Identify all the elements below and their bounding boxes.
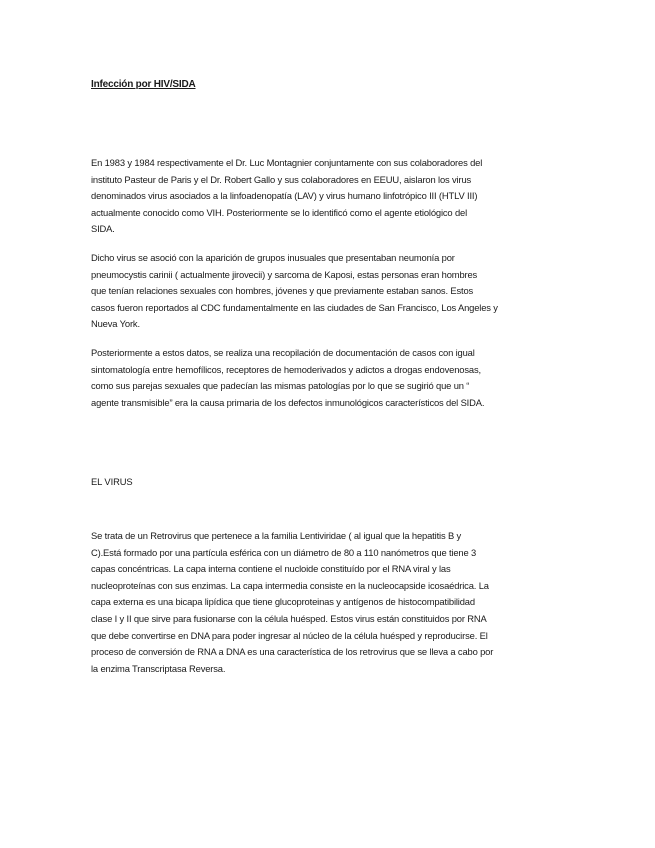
paragraph-line: En 1983 y 1984 respectivamente el Dr. Luc Montagnier conjuntamente con sus colaboradores del — [91, 157, 483, 168]
paragraph-line: como sus parejas sexuales que padecían las mismas patologías por lo que se sugirió que un “ — [91, 380, 470, 392]
section-heading-virus: EL VIRUS — [91, 476, 133, 487]
paragraph-line: que tenían relaciones sexuales con hombres, jóvenes y que previamente estaban sanos. Estos — [91, 285, 474, 297]
paragraph-line: Nueva York. — [91, 318, 140, 330]
paragraph-line: que debe convertirse en DNA para poder ingresar al núcleo de la célula huésped y reproducirse. El — [91, 629, 488, 641]
paragraph-line: SIDA. — [91, 223, 115, 235]
paragraph-line: capas concéntricas. La capa interna contiene el nucloide constituído por el RNA viral y las — [91, 563, 451, 575]
paragraph-transmissible-agent — [91, 345, 583, 411]
paragraph-line: sintomatología entre hemofílicos, receptores de hemoderivados y adictos a drogas endovenosas, — [91, 363, 481, 375]
paragraph-line: pneumocystis carinii ( actualmente jirovecii) y sarcoma de Kaposi, estas personas eran hombres — [91, 268, 478, 280]
paragraph-line: capa externa es una bicapa lipídica que tiene glucoproteinas y antígenos de histocompatibilidad — [91, 596, 475, 608]
paragraph-line: actualmente conocido como VIH. Posteriormente se lo identificó como el agente etiológico del — [91, 206, 468, 218]
paragraph-line: nucleoproteínas con sus enzimas. La capa intermedia consiste en la nucleocapside icosaédrica. La — [91, 579, 489, 591]
paragraph-line: Dicho virus se asoció con la aparición de grupos inusuales que presentaban neumonía por — [91, 252, 455, 263]
paragraph-line: casos fueron reportados al CDC fundamentalmente en las ciudades de San Francisco, Los Angeles y — [91, 301, 498, 313]
paragraph-line: la enzima Transcriptasa Reversa. — [91, 662, 226, 674]
document-title: Infección por HIV/SIDA — [91, 79, 196, 90]
paragraph-line: clase I y II que sirve para fusionarse con la célula huésped. Estos virus están constituidos por RNA — [91, 612, 487, 624]
paragraph-early-cases — [91, 250, 583, 333]
paragraph-line: Se trata de un Retrovirus que pertenece a la familia Lentiviridae ( al igual que la hepatitis B y — [91, 530, 462, 541]
paragraph-line: Posteriormente a estos datos, se realiza una recopilación de documentación de casos con igual — [91, 347, 475, 358]
paragraph-line: proceso de conversión de RNA a DNA es una característica de los retrovirus que se lleva a cabo por — [91, 646, 494, 658]
paragraph-virus-structure — [91, 528, 583, 677]
paragraph-line: C).Está formado por una partícula esférica con un diámetro de 80 a 110 nanómetros que tiene 3 — [91, 546, 477, 558]
paragraph-discovery — [91, 155, 583, 238]
paragraph-line: agente transmisible” era la causa primaria de los defectos inmunológicos característicos del SIDA. — [91, 396, 485, 408]
paragraph-line: instituto Pasteur de Paris y el Dr. Robert Gallo y sus colaboradores en EEUU, aislaron los virus — [91, 173, 472, 185]
paragraph-line: denominados virus asociados a la linfoadenopatía (LAV) y virus humano linfotrópico III (HTLV III) — [91, 190, 478, 202]
